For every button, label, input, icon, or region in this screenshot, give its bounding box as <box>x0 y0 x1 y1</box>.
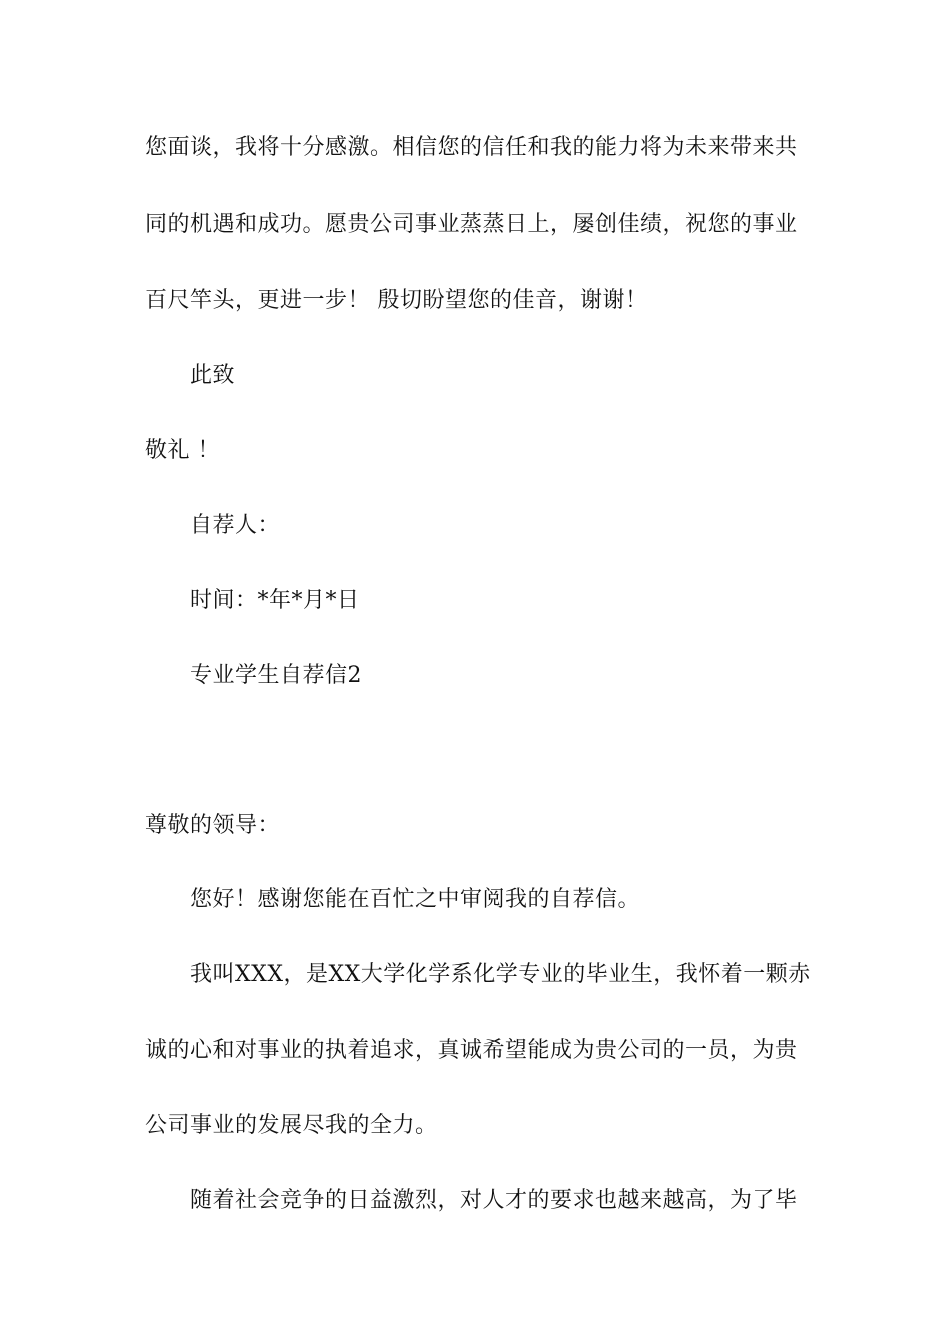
text-line: 您面谈，我将十分感激。相信您的信任和我的能力将为未来带来共 <box>145 135 798 160</box>
closing-salutation: 此致 <box>190 363 236 388</box>
text-line: 诚的心和对事业的执着追求，真诚希望能成为贵公司的一员，为贵 <box>145 1038 798 1063</box>
date-line: 时间：*年*月*日 <box>190 588 360 613</box>
text-line: 百尺竿头，更进一步！ 殷切盼望您的佳音，谢谢！ <box>145 288 648 313</box>
text-line: 同的机遇和成功。愿贵公司事业蒸蒸日上，屡创佳绩，祝您的事业 <box>145 212 798 237</box>
intro-line: 您好！感谢您能在百忙之中审阅我的自荐信。 <box>190 887 641 912</box>
signer-label: 自荐人： <box>190 513 281 538</box>
text-line: 我叫XXX，是XX大学化学系化学专业的毕业生，我怀着一颗赤 <box>190 962 811 987</box>
section-title: 专业学生自荐信2 <box>190 663 362 688</box>
text-line: 公司事业的发展尽我的全力。 <box>145 1113 438 1138</box>
closing-regards: 敬礼 ！ <box>145 438 220 463</box>
text-line: 随着社会竞争的日益激烈，对人才的要求也越来越高，为了毕 <box>190 1188 798 1213</box>
greeting: 尊敬的领导： <box>145 813 281 838</box>
